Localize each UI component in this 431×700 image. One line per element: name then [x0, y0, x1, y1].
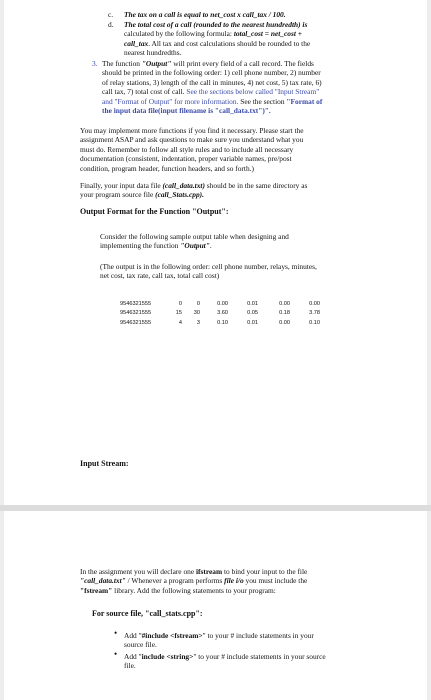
table-cell: 9546321555 — [120, 301, 152, 307]
text-run: call tax, 7) total cost of call. — [102, 87, 187, 97]
text-line — [80, 567, 420, 576]
text-line: documentation (consistent, indentation, proper variable names, pre/post — [80, 154, 292, 164]
table-cell: 0.00 — [279, 319, 290, 326]
input-stream-heading: Input Stream: — [80, 459, 129, 468]
text-line: (The output is in the following order: cell phone number, relays, minutes, — [100, 262, 317, 271]
text-run: to bind your input to the file — [222, 567, 308, 576]
text-line — [124, 29, 414, 38]
text-line — [80, 181, 420, 190]
text-line: You may implement more functions if you find it necessary. Please start the — [80, 126, 304, 135]
table-cell: 15 — [175, 310, 182, 317]
text-run: call_tax — [124, 38, 149, 48]
list-item — [124, 652, 414, 671]
text-run: #include <fstream> — [141, 631, 203, 640]
text-run: total_cost = net_cost + — [233, 29, 302, 39]
text-run: Add " — [124, 631, 142, 640]
text-line: net cost, tax rate, call tax, total call cost) — [100, 271, 220, 281]
text-line — [124, 39, 414, 48]
text-line: assignment ASAP and ask questions to make sure you understand what you — [80, 135, 304, 145]
output-order-note — [100, 262, 420, 281]
table-cell: 0.10 — [309, 319, 320, 326]
list-marker: 3. — [92, 59, 98, 68]
table-cell: 0 — [196, 301, 200, 307]
table-cell: 9546321555 — [120, 319, 152, 326]
text-line — [80, 190, 420, 199]
text-run: "Output" — [141, 59, 172, 68]
table-cell: 0 — [178, 301, 182, 307]
text-run: " to your # include statements in your source — [193, 652, 326, 661]
table-cell: 0.00 — [309, 301, 320, 307]
text-line: Consider the following sample output table when designing and — [100, 232, 289, 241]
table-cell: 0.00 — [217, 301, 228, 307]
link-text[interactable]: "Format of — [286, 96, 323, 106]
list-item — [124, 631, 414, 650]
text-line — [80, 586, 420, 595]
text-run: . All tax and cost calculations should be rounded to the — [148, 38, 311, 48]
text-run: "call_data.txt" — [80, 576, 126, 586]
document-page-1 — [4, 0, 427, 505]
bullet-icon: • — [114, 649, 118, 659]
text-run: (call_data.txt) — [162, 181, 205, 190]
table-cell: 0.01 — [247, 319, 258, 326]
ifstream-paragraph — [80, 567, 420, 595]
text-run: / Whenever a program performs — [125, 576, 225, 586]
table-cell: 0.10 — [217, 319, 228, 326]
text-line: source file. — [124, 640, 157, 650]
text-line — [124, 631, 414, 640]
link-text[interactable]: See the sections below called "Input Stream" — [186, 87, 320, 97]
text-run: should be in the same directory as — [204, 181, 308, 190]
tax-formula-text: The tax on a call is equal to net_cost x call_tax / 100. — [124, 10, 286, 19]
table-cell: 3.78 — [309, 310, 320, 317]
total-cost-description — [124, 20, 414, 58]
text-run: calculated by the following formula: — [124, 29, 234, 39]
table-cell: 3.60 — [217, 310, 228, 317]
text-run: In the assignment you will declare one — [80, 567, 196, 576]
text-line — [102, 59, 422, 68]
output-function-description — [102, 59, 422, 115]
text-line: The total cost of a call (rounded to the nearest hundredth) is — [124, 20, 308, 29]
text-run: . — [209, 241, 212, 251]
table-cell: 0.05 — [247, 310, 258, 317]
text-run: " to your # include statements in your — [202, 631, 314, 640]
list-marker: c. — [108, 10, 114, 19]
text-run: See the section — [238, 96, 287, 106]
table-cell: 0.00 — [279, 301, 290, 307]
list-marker: d. — [108, 20, 114, 29]
text-line: file. — [124, 661, 136, 671]
table-cell: 4 — [178, 319, 182, 326]
instructions-paragraph — [80, 126, 420, 173]
text-run: include <string> — [141, 652, 194, 661]
text-line — [102, 97, 422, 106]
text-run: you must include the — [243, 576, 308, 586]
text-run: (call_Stats.cpp). — [155, 190, 204, 200]
text-run: implementing the function — [100, 241, 181, 251]
text-run: "Output" — [180, 241, 210, 251]
table-cell: 3 — [196, 319, 200, 326]
link-text[interactable]: and "Format of Output" for more information. — [102, 96, 239, 106]
text-line — [100, 241, 420, 250]
table-cell: 9546321555 — [120, 310, 152, 317]
text-run: file i/o — [224, 576, 244, 586]
text-run: "fstream" — [80, 585, 113, 595]
link-text[interactable]: the input data file(input filename is "call_data.txt")". — [102, 106, 271, 116]
text-run: Finally, your input data file — [80, 181, 163, 190]
text-line: should be printed in the following order: 1) cell phone number, 2) number — [102, 68, 321, 78]
text-run: ifstream — [195, 567, 223, 576]
table-cell: 0.01 — [247, 301, 258, 307]
text-line: must do. Remember to follow all style rules and to include all necessary — [80, 144, 294, 154]
text-run: Add " — [124, 652, 142, 661]
bullet-icon: • — [114, 628, 118, 638]
table-cell: 0.18 — [279, 310, 290, 317]
text-run: library. Add the following statements to your program: — [112, 585, 276, 595]
text-line — [124, 652, 414, 661]
text-run: will print every field of a call record. The fields — [171, 59, 314, 68]
output-format-heading: Output Format for the Function "Output": — [80, 207, 229, 216]
source-file-heading: For source file, "call_stats.cpp": — [92, 609, 203, 618]
text-run: your program source file — [80, 190, 156, 200]
text-line — [102, 87, 422, 96]
text-line: condition, program header, function headers, and so forth.) — [80, 163, 254, 173]
file-location-paragraph — [80, 181, 420, 200]
sample-output-intro — [100, 232, 420, 251]
table-cell: 30 — [193, 310, 200, 317]
text-line: of relay stations, 3) length of the call in minutes, 4) net cost, 5) tax rate, 6) — [102, 77, 322, 87]
document-page-2 — [4, 511, 427, 700]
text-run: The function — [102, 59, 142, 68]
text-line — [80, 576, 420, 585]
text-line: nearest hundredths. — [124, 48, 182, 58]
